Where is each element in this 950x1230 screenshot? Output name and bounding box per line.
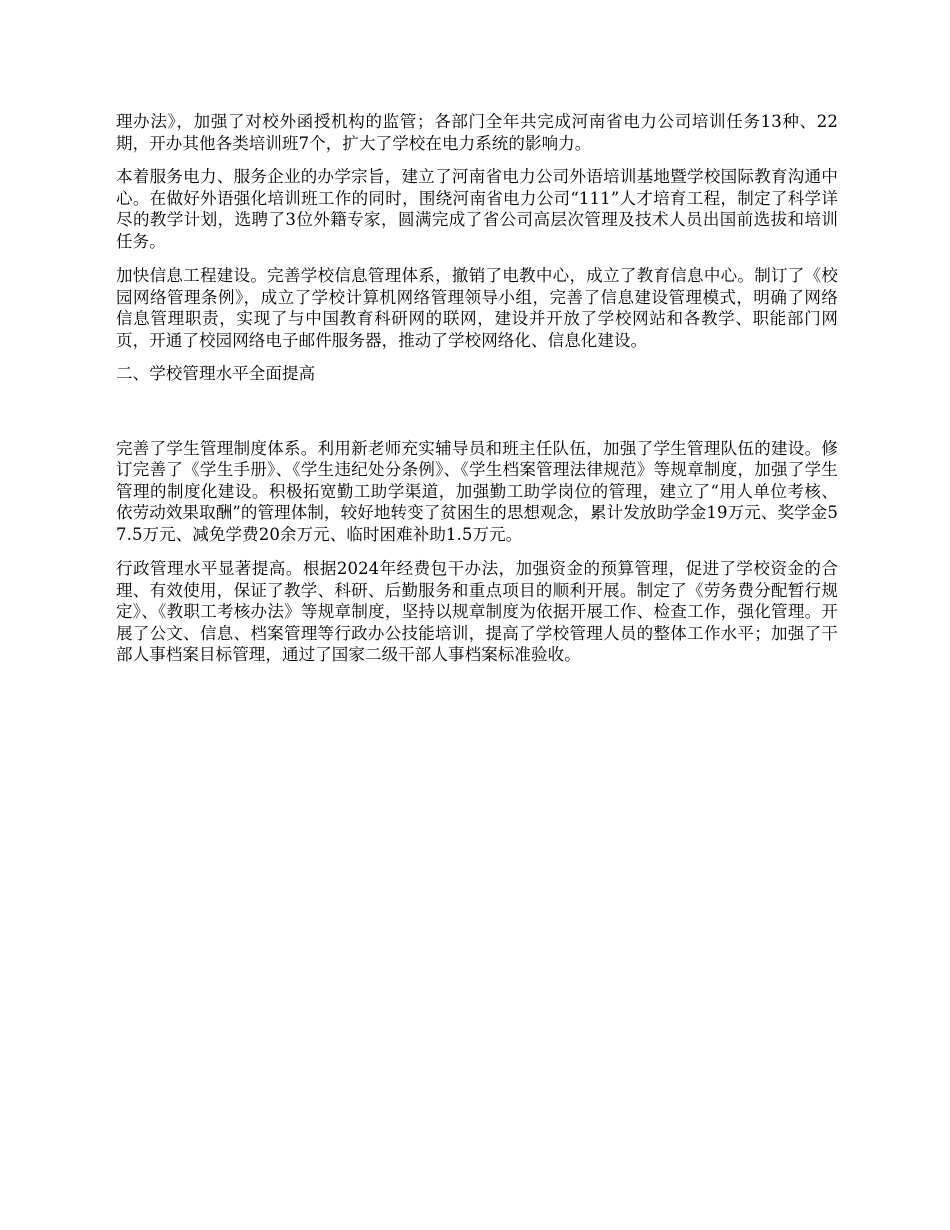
section-heading-management: 二、学校管理水平全面提高	[116, 364, 316, 383]
paragraph-student-management: 完善了学生管理制度体系。利用新老师充实辅导员和班主任队伍，加强了学生管理队伍的建设。修订完善了《学生手册》、《学生违纪处分条例》、《学生档案管理法律规范》等规章制度，加强了学生管理的制度化建设。积极拓宽勤工助学渠道，加强勤工助学岗位的管理，建立了“用人单位考核、依劳动效果取酬”的管理体制，较好地转变了贫困生的思想观念，累计发放助学金19万元、奖学金57.5万元、减免学费20余万元、临时困难补助1.5万元。	[116, 438, 838, 544]
paragraph-information-engineering: 加快信息工程建设。完善学校信息管理体系，撤销了电教中心，成立了教育信息中心。制订了《校园网络管理条例》，成立了学校计算机网络管理领导小组，完善了信息建设管理模式，明确了网络信息管理职责，实现了与中国教育科研网的联网，建设并开放了学校网站和各教学、职能部门网页，开通了校园网络电子邮件服务器，推动了学校网络化、信息化建设。	[116, 266, 838, 350]
document-page	[116, 111, 838, 666]
paragraph-administrative-management: 行政管理水平显著提高。根据2024年经费包干办法，加强资金的预算管理，促进了学校资金的合理、有效使用，保证了教学、科研、后勤服务和重点项目的顺利开展。制定了《劳务费分配暂行规定》、《教职工考核办法》等规章制度，坚持以规章制度为依据开展工作、检查工作，强化管理。开展了公文、信息、档案管理等行政办公技能培训，提高了学校管理人员的整体工作水平；加强了干部人事档案目标管理，通过了国家二级干部人事档案标准验收。	[116, 559, 838, 664]
paragraph-foreign-language-center: 本着服务电力、服务企业的办学宗旨，建立了河南省电力公司外语培训基地暨学校国际教育沟通中心。在做好外语强化培训班工作的同时，围绕河南省电力公司“111”人才培育工程，制定了科学详尽的教学计划，选聘了3位外籍专家，圆满完成了省公司高层次管理及技术人员出国前选拔和培训任务。	[116, 167, 838, 251]
paragraph-training-tasks: 理办法》，加强了对校外函授机构的监管；各部门全年共完成河南省电力公司培训任务13种、22期，开办其他各类培训班7个，扩大了学校在电力系统的影响力。	[116, 112, 838, 153]
